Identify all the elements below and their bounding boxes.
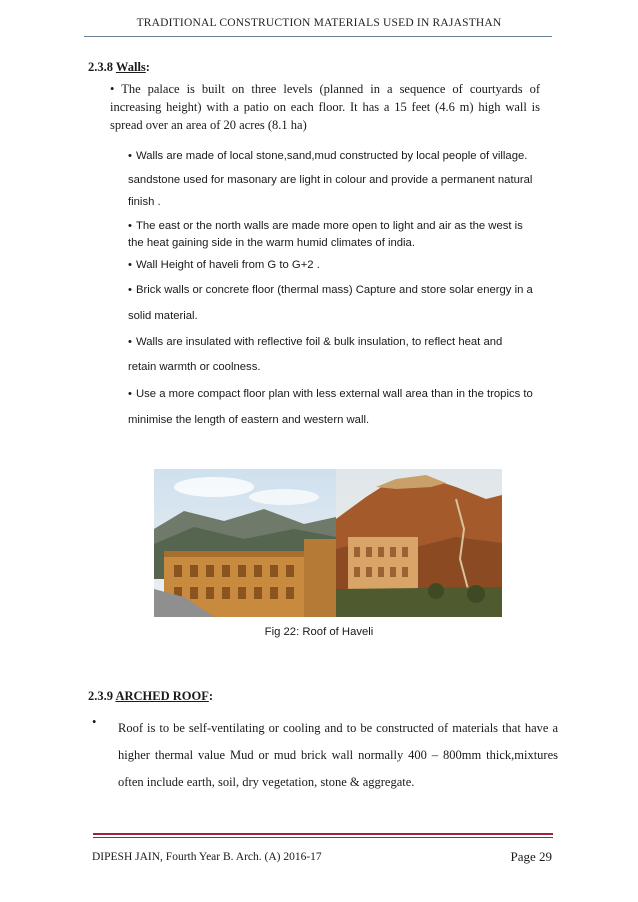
- bullet-icon: •: [128, 336, 132, 348]
- bullet-icon: •: [128, 220, 132, 232]
- list-item: • Brick walls or concrete floor (thermal mass) Capture and store solar energy in a: [128, 284, 533, 296]
- list-item-continuation: solid material.: [128, 310, 198, 322]
- section-title: Walls: [115, 60, 146, 74]
- haveli-palace-photo: [154, 469, 336, 617]
- page-header: TRADITIONAL CONSTRUCTION MATERIALS USED IN RAJASTHAN: [136, 17, 502, 29]
- haveli-roof-figure: [154, 469, 502, 617]
- list-item: • Walls are insulated with reflective foil & bulk insulation, to reflect heat and: [128, 336, 503, 348]
- bullet-icon: •: [128, 284, 132, 296]
- list-item: • Walls are made of local stone,sand,mud constructed by local people of village.: [128, 150, 528, 162]
- bullet-icon: •: [128, 388, 132, 400]
- section-heading-arched-roof: 2.3.9 ARCHED ROOF:: [88, 689, 214, 703]
- footer-author: DIPESH JAIN, Fourth Year B. Arch. (A) 2016-17: [92, 851, 322, 863]
- list-item: • Wall Height of haveli from G to G+2 .: [128, 259, 320, 271]
- bullet-icon: •: [128, 150, 132, 162]
- bullet-icon: •: [92, 715, 97, 729]
- footer-divider: [93, 833, 553, 835]
- section-number: 2.3.8: [88, 60, 113, 74]
- bullet-icon: •: [128, 259, 132, 271]
- page-number: Page 29: [510, 849, 552, 864]
- list-item-continuation: finish .: [128, 196, 161, 208]
- bullet-icon: •: [110, 82, 115, 96]
- section-heading-walls: 2.3.8 Walls:: [88, 60, 150, 74]
- roof-paragraph: Roof is to be self-ventilating or cooling and to be constructed of materials that have a higher thermal value Mud or mud brick wall normally 400 – 800mm thick,mixtures often include earth, soil, dry vegetation, stone & aggregate.: [118, 721, 558, 789]
- list-item: • The east or the north walls are made more open to light and air as the west is: [128, 220, 523, 232]
- list-item-continuation: sandstone used for masonary are light in colour and provide a permanent natural: [128, 174, 533, 186]
- intro-text: The palace is built on three levels (planned in a sequence of courtyards of increasing height) with a patio on each floor. It has a 15 feet (4.6 m) high wall is spread over an area of 20 acres (8.1 ha): [110, 82, 540, 132]
- hill-fort-photo: [336, 469, 502, 617]
- section-number: 2.3.9: [88, 689, 113, 703]
- header-divider: [84, 36, 552, 37]
- figure-caption: Fig 22: Roof of Haveli: [264, 626, 374, 638]
- list-item-continuation: retain warmth or coolness.: [128, 361, 261, 373]
- section-title: ARCHED ROOF: [115, 689, 209, 703]
- list-item-continuation: the heat gaining side in the warm humid climates of india.: [128, 237, 415, 249]
- list-item: • Use a more compact floor plan with less external wall area than in the tropics to: [128, 388, 533, 400]
- list-item-continuation: minimise the length of eastern and western wall.: [128, 414, 370, 426]
- walls-intro-paragraph: [110, 80, 540, 134]
- footer-divider-thin: [93, 837, 553, 838]
